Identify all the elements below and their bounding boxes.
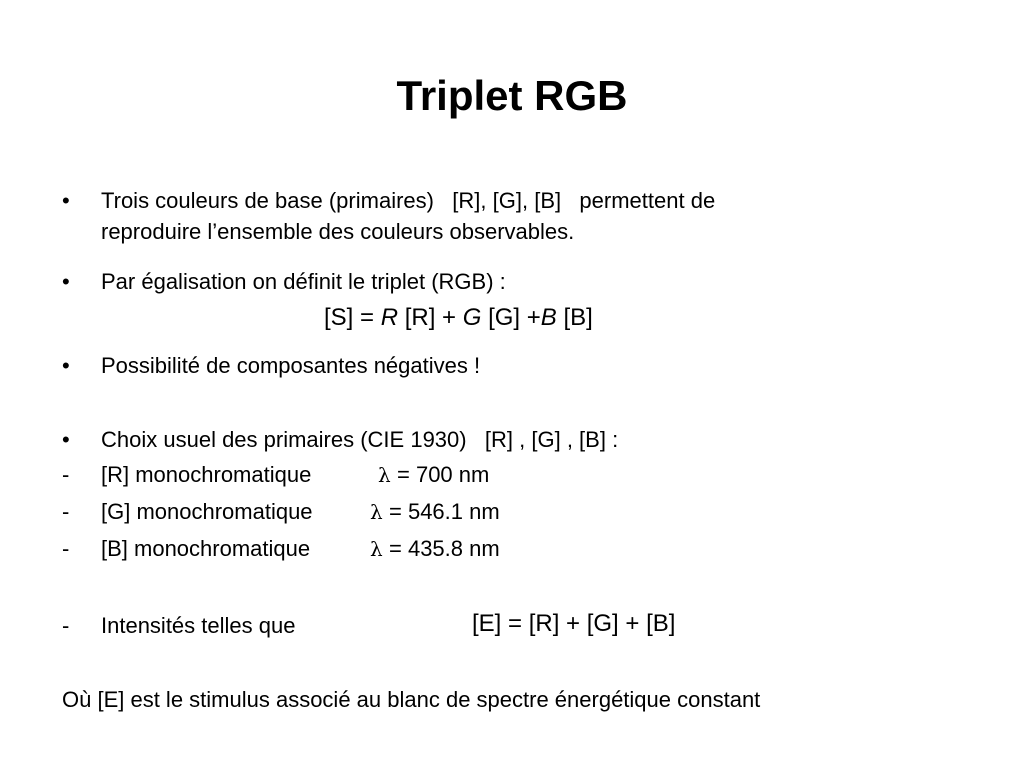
bullet-marker: • [62, 353, 70, 378]
primary-g-wavelength: = 546.1 nm [389, 499, 500, 524]
dash-marker: - [62, 613, 70, 638]
triplet-definition-text: Par égalisation on définit le triplet (RGB) : [101, 269, 506, 294]
slide-title: Triplet RGB [396, 72, 628, 119]
primaries-line-1: Trois couleurs de base (primaires) [R], [G], [B] permettent de [101, 188, 716, 213]
dash-marker: - [62, 536, 70, 561]
intensities-label: Intensités telles que [101, 613, 296, 638]
cie-primaries-text: Choix usuel des primaires (CIE 1930) [R] , [G] , [B] : [101, 427, 619, 452]
eq-part-g: [G] + [481, 304, 541, 331]
primary-g-label: [G] monochromatique [101, 499, 313, 524]
lambda-symbol: λ [378, 463, 391, 487]
eq-coef-b: B [540, 304, 557, 331]
dash-marker: - [62, 462, 70, 487]
negative-components-text: Possibilité de composantes négatives ! [101, 353, 481, 378]
primaries-line-2: reproduire l’ensemble des couleurs observables. [101, 219, 575, 244]
bullet-marker: • [62, 188, 70, 213]
primary-b-label: [B] monochromatique [101, 536, 311, 561]
dash-marker: - [62, 499, 70, 524]
lambda-symbol: λ [370, 500, 383, 524]
bullet-marker: • [62, 427, 70, 452]
primary-r-wavelength: = 700 nm [397, 462, 490, 487]
eq-part-s: [S] = [324, 304, 381, 331]
lambda-symbol: λ [370, 537, 383, 561]
primary-b-wavelength: = 435.8 nm [389, 536, 500, 561]
eq-coef-r: R [380, 304, 399, 331]
eq-part-b: [B] [556, 304, 593, 331]
primary-r-label: [R] monochromatique [101, 462, 312, 487]
bullet-marker: • [62, 269, 70, 294]
white-equation: [E] = [R] + [G] + [B] [472, 610, 676, 637]
footer-note: Où [E] est le stimulus associé au blanc de spectre énergétique constant [62, 687, 761, 712]
triplet-equation [324, 303, 593, 333]
eq-part-r: [R] + [398, 304, 463, 331]
eq-coef-g: G [462, 304, 482, 331]
